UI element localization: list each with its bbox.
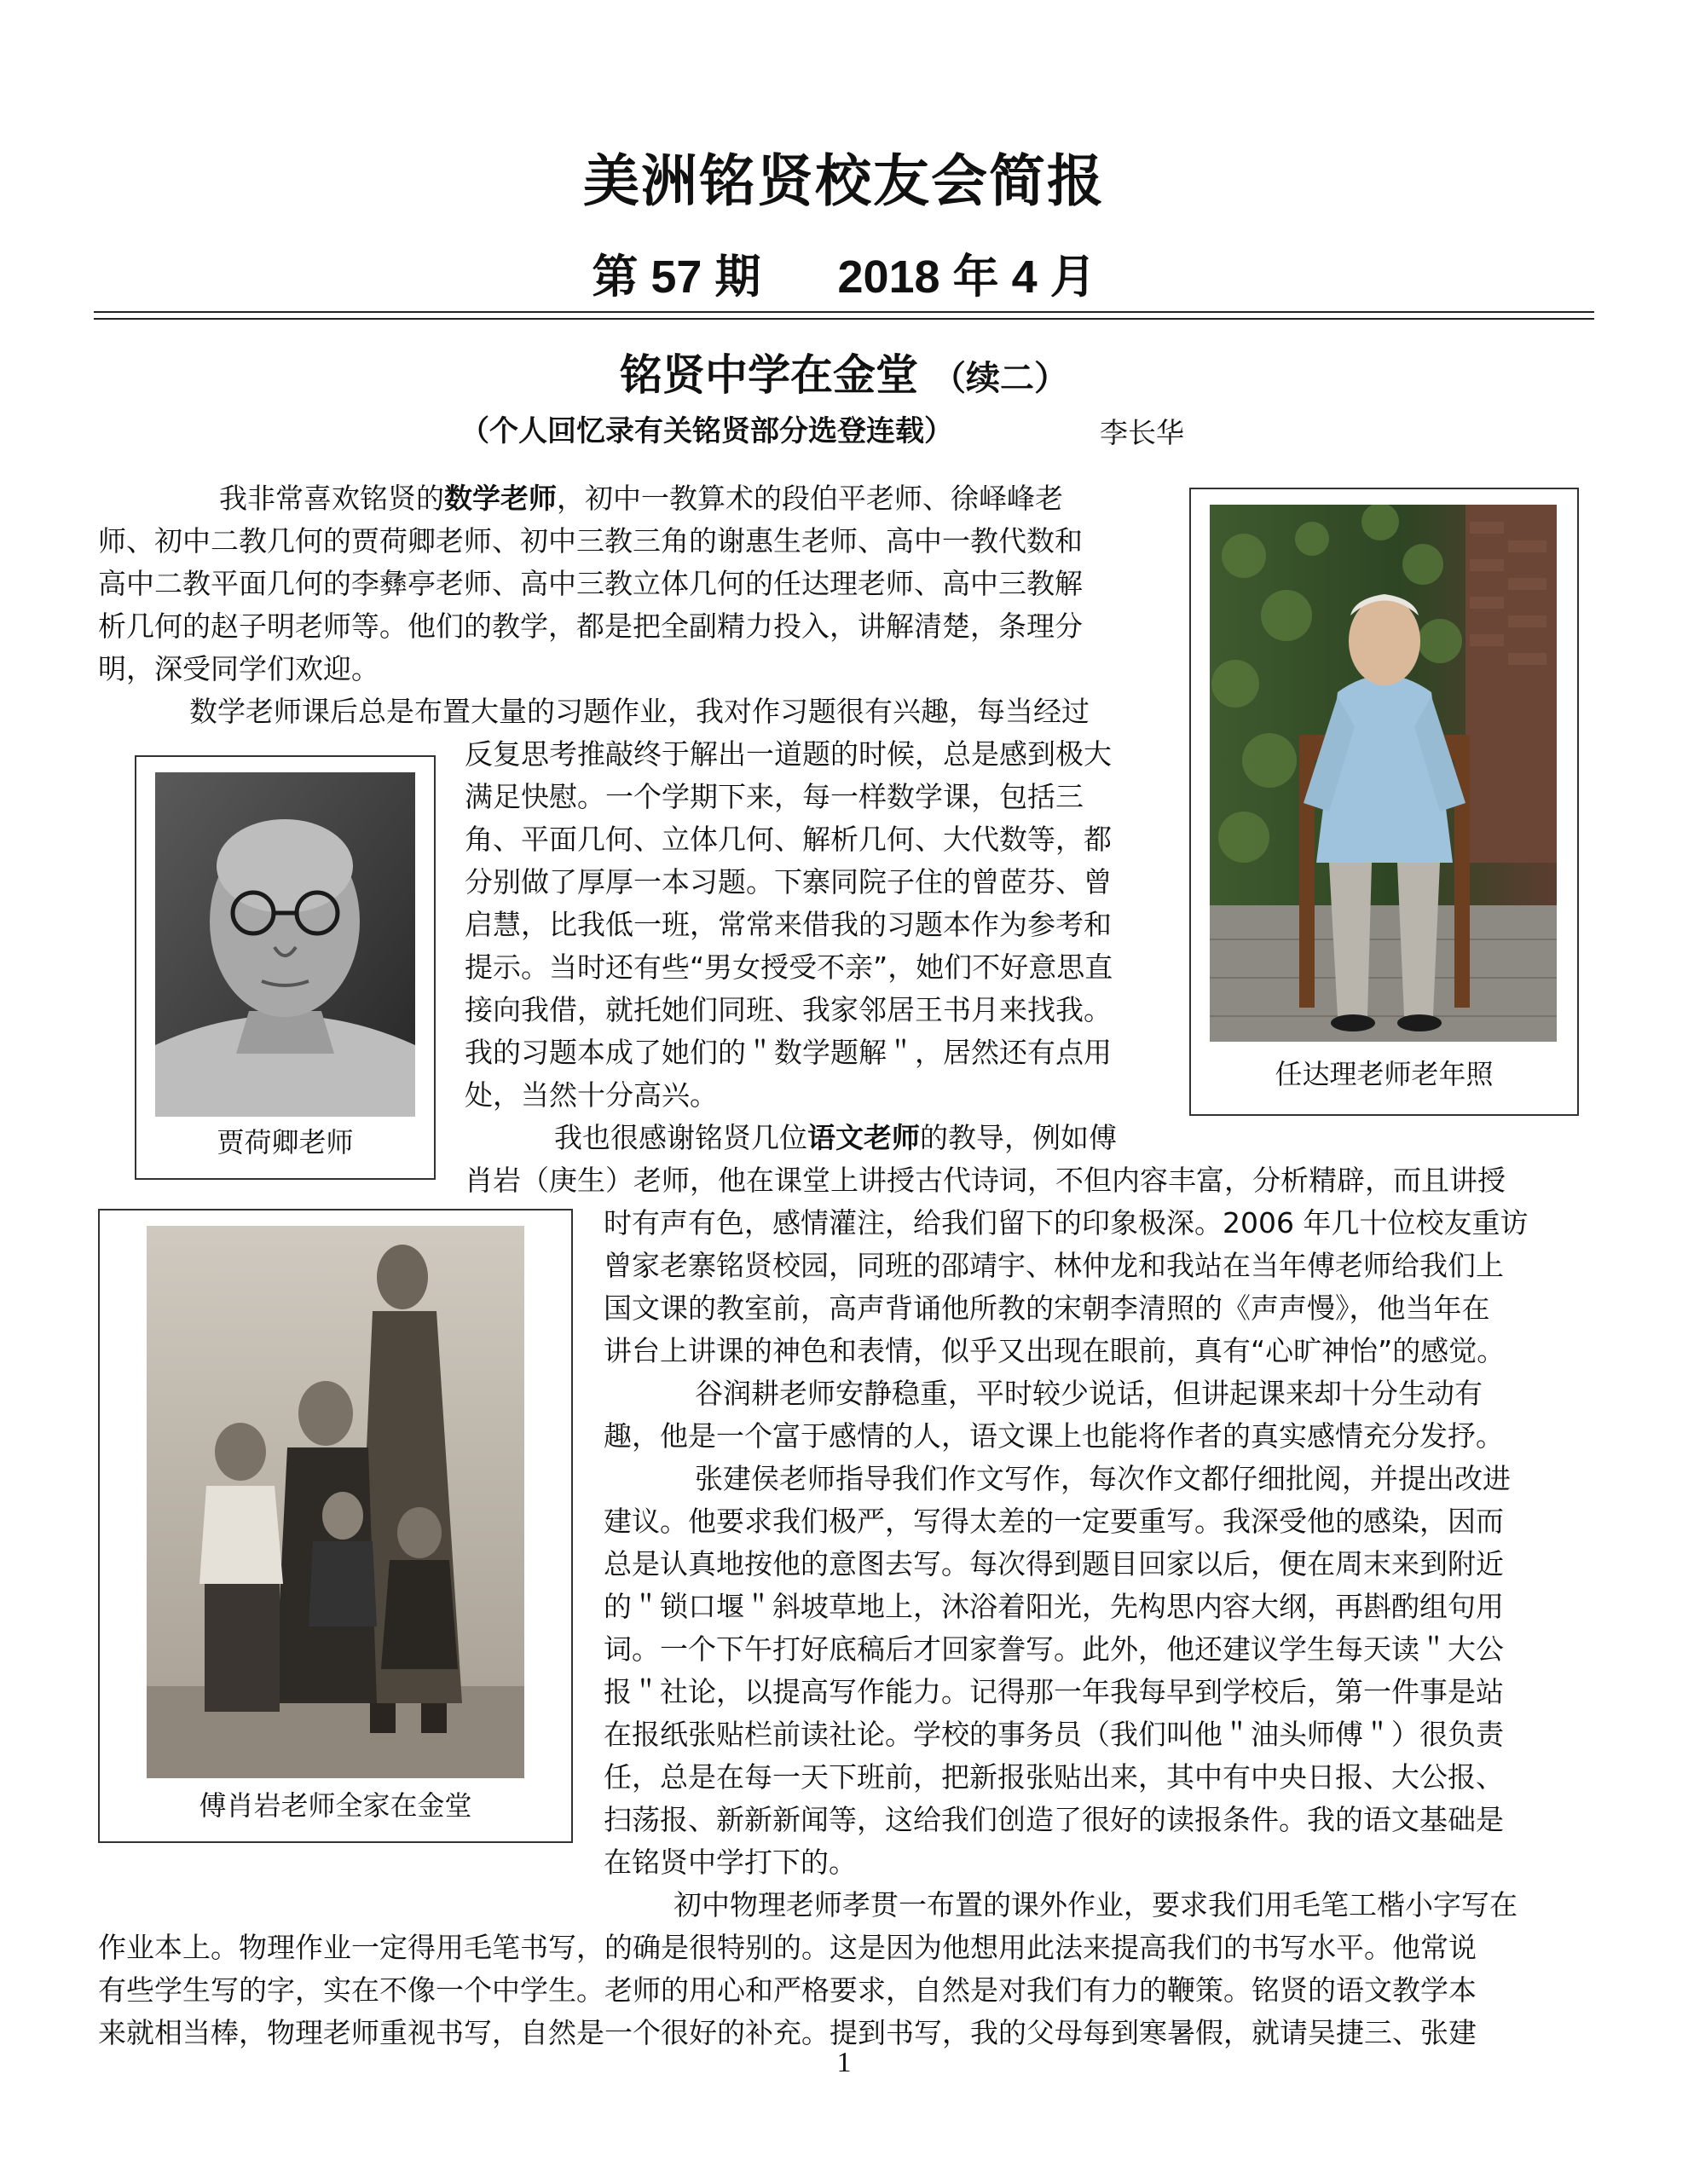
paragraph-line: 我的习题本成了她们的＂数学题解＂，居然还有点用	[465, 1036, 1112, 1069]
paragraph-line: 扫荡报、新新新闻等，这给我们创造了很好的读报条件。我的语文基础是	[604, 1803, 1504, 1836]
article-title-suffix: （续二）	[932, 359, 1068, 398]
paragraph-line: 报＂社论，以提高写作能力。记得那一年我每早到学校后，第一件事是站	[604, 1675, 1504, 1708]
paragraph-line: 提示。当时还有些“男女授受不亲”，她们不好意思直	[465, 950, 1113, 984]
paragraph-line: 趣，他是一个富于感情的人，语文课上也能将作者的真实感情充分发抒。	[604, 1419, 1504, 1453]
paragraph-line: 在报纸张贴栏前读社论。学校的事务员（我们叫他＂油头师傅＂）很负责	[604, 1718, 1504, 1751]
paragraph-line: 来就相当棒，物理老师重视书写，自然是一个很好的补充。提到书写，我的父母每到寒暑假，就请吴捷三、张建	[98, 2016, 1477, 2049]
paragraph-line: 总是认真地按他的意图去写。每次得到题目回家以后，便在周末来到附近	[604, 1547, 1504, 1580]
jia-heqing-photo	[155, 772, 415, 1117]
paragraph-line: 明，深受同学们欢迎。	[98, 652, 379, 685]
paragraph-line: 建议。他要求我们极严，写得太差的一定要重写。我深受他的感染，因而	[604, 1505, 1504, 1538]
article-author: 李长华	[1100, 416, 1184, 449]
paragraph-line: 师、初中二教几何的贾荷卿老师、初中三教三角的谢惠生老师、高中一教代数和	[98, 524, 1083, 558]
bespectacled-man-portrait	[155, 772, 415, 1117]
paragraph-line: 我也很感谢铭贤几位语文老师的教导，例如傅	[554, 1121, 1117, 1154]
header-divider-top	[94, 311, 1594, 313]
seated-elder-portrait	[1210, 505, 1557, 1042]
family-group-photo	[147, 1226, 524, 1778]
paragraph-line: 国文课的教室前，高声背诵他所教的宋朝李清照的《声声慢》，他当年在	[604, 1291, 1490, 1325]
paragraph-line: 处，当然十分高兴。	[465, 1078, 718, 1112]
paragraph-line: 作业本上。物理作业一定得用毛笔书写，的确是很特别的。这是因为他想用此法来提高我们的书写水平。他常说	[98, 1931, 1477, 1964]
paragraph-line: 谷润耕老师安静稳重，平时较少说话，但讲起课来却十分生动有	[695, 1377, 1483, 1410]
paragraph-line: 词。一个下午打好底稿后才回家誊写。此外，他还建议学生每天读＂大公	[604, 1632, 1504, 1666]
paragraph-line: 满足快慰。一个学期下来，每一样数学课，包括三	[465, 780, 1084, 813]
paragraph-line: 数学老师课后总是布置大量的习题作业，我对作习题很有兴趣，每当经过	[189, 695, 1090, 728]
paragraph-line: 在铭贤中学打下的。	[604, 1846, 857, 1879]
paragraph-line: 反复思考推敲终于解出一道题的时候，总是感到极大	[465, 737, 1112, 771]
paragraph-line: 分别做了厚厚一本习题。下寨同院子住的曾茝芬、曾	[465, 865, 1112, 898]
paragraph-line: 张建侯老师指导我们作文写作，每次作文都仔细批阅，并提出改进	[695, 1462, 1511, 1495]
paragraph-line: 有些学生写的字，实在不像一个中学生。老师的用心和严格要求，自然是对我们有力的鞭策。铭贤的语文教学本	[98, 1973, 1477, 2007]
caption-ren-dali: 任达理老师老年照	[1275, 1058, 1494, 1090]
paragraph-line: 肖岩（庚生）老师，他在课堂上讲授古代诗词，不但内容丰富，分析精辟，而且讲授	[465, 1164, 1506, 1197]
paragraph-line: 初中物理老师孝贯一布置的课外作业，要求我们用毛笔工楷小字写在	[673, 1888, 1517, 1921]
figure-jia-heqing	[135, 755, 436, 1180]
fu-family-photo	[147, 1226, 524, 1778]
figure-fu-family	[98, 1209, 573, 1843]
paragraph-line: 曾家老寨铭贤校园，同班的邵靖宇、林仲龙和我站在当年傅老师给我们上	[604, 1249, 1504, 1282]
paragraph-line: 析几何的赵子明老师等。他们的教学，都是把全副精力投入，讲解清楚，条理分	[98, 610, 1083, 643]
paragraph-line: 时有声有色，感情灌注，给我们留下的印象极深。2006 年几十位校友重访	[604, 1206, 1529, 1239]
paragraph-line: 讲台上讲课的神色和表情，似乎又出现在眼前，真有“心旷神怡”的感觉。	[604, 1334, 1506, 1367]
caption-fu-family: 傅肖岩老师全家在金堂	[199, 1789, 472, 1822]
issue-number: 第 57 期	[592, 251, 761, 303]
article-title: 铭贤中学在金堂 （续二）	[620, 350, 1068, 400]
paragraph-line: 启慧，比我低一班，常常来借我的习题本作为参考和	[465, 908, 1112, 941]
paragraph-line: 我非常喜欢铭贤的数学老师，初中一教算术的段伯平老师、徐峄峰老	[219, 482, 1063, 515]
page-number: 1	[836, 2047, 852, 2078]
issue-date: 2018 年 4 月	[837, 251, 1096, 303]
ren-dali-photo	[1210, 505, 1557, 1042]
caption-jia-heqing: 贾荷卿老师	[217, 1126, 354, 1158]
figure-ren-dali	[1189, 488, 1579, 1116]
issue-line	[0, 247, 1688, 307]
header-divider-bottom	[94, 318, 1594, 320]
paragraph-line: 的＂锁口堰＂斜坡草地上，沐浴着阳光，先构思内容大纲，再斟酌组句用	[604, 1590, 1504, 1623]
paragraph-line: 高中二教平面几何的李彝亭老师、高中三教立体几何的任达理老师、高中三教解	[98, 567, 1083, 600]
newsletter-title: 美洲铭贤校友会简报	[583, 148, 1105, 214]
article-subtitle: （个人回忆录有关铭贤部分选登连载）	[460, 414, 953, 448]
paragraph-line: 接向我借，就托她们同班、我家邻居王书月来找我。	[465, 993, 1112, 1026]
paragraph-line: 任，总是在每一天下班前，把新报张贴出来，其中有中央日报、大公报、	[604, 1760, 1504, 1794]
paragraph-line: 角、平面几何、立体几何、解析几何、大代数等，都	[465, 823, 1112, 856]
